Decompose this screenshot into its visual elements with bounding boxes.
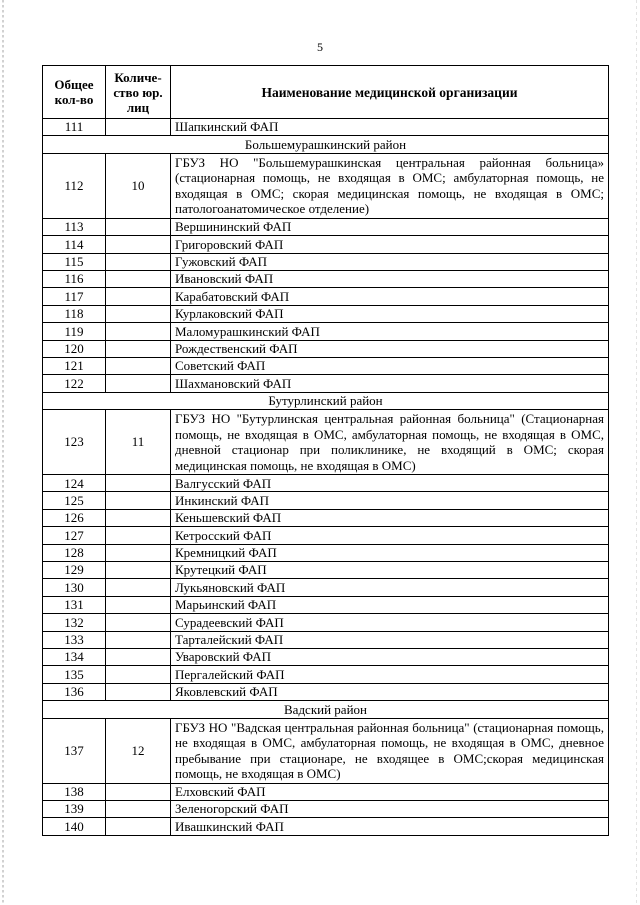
row-entity-count: 10: [106, 153, 171, 218]
organization-name: Ивашкинский ФАП: [171, 818, 609, 835]
row-number: 120: [43, 340, 106, 357]
row-entity-count: [106, 614, 171, 631]
organization-name: Шахмановский ФАП: [171, 375, 609, 392]
organization-name: Кремницкий ФАП: [171, 544, 609, 561]
header-count: Количе-ство юр. лиц: [106, 66, 171, 119]
header-name: Наименование медицинской организации: [171, 66, 609, 119]
row-entity-count: [106, 596, 171, 613]
row-entity-count: [106, 253, 171, 270]
organization-name: Советский ФАП: [171, 357, 609, 374]
organization-name: Уваровский ФАП: [171, 648, 609, 665]
organization-name: Карабатовский ФАП: [171, 288, 609, 305]
organization-name: Лукьяновский ФАП: [171, 579, 609, 596]
row-entity-count: [106, 475, 171, 492]
table-row: [43, 236, 609, 253]
row-number: 128: [43, 544, 106, 561]
district-name: Бутурлинский район: [43, 392, 609, 409]
table-row: [43, 718, 609, 783]
table-row: [43, 410, 609, 475]
table-row: [43, 375, 609, 392]
organization-name: Шапкинский ФАП: [171, 119, 609, 136]
row-number: 116: [43, 270, 106, 287]
organization-name: Григоровский ФАП: [171, 236, 609, 253]
row-number: 123: [43, 410, 106, 475]
row-entity-count: 11: [106, 410, 171, 475]
district-name: Вадский район: [43, 701, 609, 718]
table-row: [43, 631, 609, 648]
row-number: 139: [43, 800, 106, 817]
row-number: 126: [43, 509, 106, 526]
row-entity-count: [106, 236, 171, 253]
row-number: 111: [43, 119, 106, 136]
row-number: 113: [43, 218, 106, 235]
row-entity-count: [106, 562, 171, 579]
district-row: [43, 392, 609, 409]
row-number: 136: [43, 683, 106, 700]
row-entity-count: [106, 631, 171, 648]
header-total: Общее кол-во: [43, 66, 106, 119]
row-number: 132: [43, 614, 106, 631]
row-entity-count: [106, 288, 171, 305]
table-row: [43, 288, 609, 305]
organization-name: Инкинский ФАП: [171, 492, 609, 509]
organization-name: Рождественский ФАП: [171, 340, 609, 357]
row-entity-count: [106, 119, 171, 136]
row-entity-count: [106, 683, 171, 700]
district-row: [43, 701, 609, 718]
row-number: 115: [43, 253, 106, 270]
organization-name: Курлаковский ФАП: [171, 305, 609, 322]
organization-name: Елховский ФАП: [171, 783, 609, 800]
district-row: [43, 136, 609, 153]
organization-name: Гужовский ФАП: [171, 253, 609, 270]
row-number: 122: [43, 375, 106, 392]
table-row: [43, 218, 609, 235]
table-row: [43, 818, 609, 835]
row-entity-count: [106, 666, 171, 683]
row-entity-count: [106, 340, 171, 357]
table-row: [43, 119, 609, 136]
scan-edge-right: [636, 0, 637, 905]
row-number: 131: [43, 596, 106, 613]
row-number: 127: [43, 527, 106, 544]
table-header: [43, 66, 609, 119]
row-entity-count: [106, 800, 171, 817]
row-number: 125: [43, 492, 106, 509]
row-entity-count: [106, 323, 171, 340]
row-entity-count: [106, 375, 171, 392]
row-number: 134: [43, 648, 106, 665]
organization-name: Тарталейский ФАП: [171, 631, 609, 648]
table-row: [43, 683, 609, 700]
organization-name: Ивановский ФАП: [171, 270, 609, 287]
row-number: 137: [43, 718, 106, 783]
row-entity-count: [106, 509, 171, 526]
row-entity-count: [106, 357, 171, 374]
table-row: [43, 153, 609, 218]
organization-name: Зеленогорский ФАП: [171, 800, 609, 817]
organization-name: Сурадеевский ФАП: [171, 614, 609, 631]
table-row: [43, 800, 609, 817]
table-row: [43, 614, 609, 631]
row-entity-count: [106, 818, 171, 835]
table-row: [43, 340, 609, 357]
table-row: [43, 544, 609, 561]
row-number: 140: [43, 818, 106, 835]
row-entity-count: [106, 270, 171, 287]
row-number: 118: [43, 305, 106, 322]
organization-name: Маломурашкинский ФАП: [171, 323, 609, 340]
organization-name: ГБУЗ НО "Вадская центральная районная больница" (стационарная помощь, не входящая в ОМС, амбулаторная помощь, не входящая в ОМС, дневное пребывание при стационаре, не входящее в ОМС;скорая медицинская помощь, не входящая в ОМС): [171, 718, 609, 783]
row-number: 112: [43, 153, 106, 218]
row-entity-count: [106, 648, 171, 665]
table-row: [43, 579, 609, 596]
row-entity-count: [106, 492, 171, 509]
row-entity-count: 12: [106, 718, 171, 783]
organization-name: Валгусский ФАП: [171, 475, 609, 492]
row-number: 129: [43, 562, 106, 579]
row-number: 121: [43, 357, 106, 374]
row-number: 117: [43, 288, 106, 305]
row-number: 138: [43, 783, 106, 800]
organization-name: Кетросский ФАП: [171, 527, 609, 544]
row-entity-count: [106, 783, 171, 800]
table-row: [43, 527, 609, 544]
row-number: 114: [43, 236, 106, 253]
row-entity-count: [106, 305, 171, 322]
organization-name: ГБУЗ НО "Бутурлинская центральная районная больница" (Стационарная помощь, не входящая в ОМС, амбулаторная помощь, не входящая в ОМС, дневной стационар при поликлинике, не входящий в ОМС; скорая медицинская помощь, не входящая в ОМС): [171, 410, 609, 475]
row-number: 133: [43, 631, 106, 648]
table-row: [43, 509, 609, 526]
table-row: [43, 475, 609, 492]
row-number: 119: [43, 323, 106, 340]
organization-name: Пергалейский ФАП: [171, 666, 609, 683]
table-row: [43, 253, 609, 270]
table-row: [43, 323, 609, 340]
row-entity-count: [106, 544, 171, 561]
scan-edge-left: [2, 0, 4, 905]
page-number: 5: [317, 40, 323, 54]
row-entity-count: [106, 527, 171, 544]
table-row: [43, 270, 609, 287]
organization-name: Яковлевский ФАП: [171, 683, 609, 700]
table-row: [43, 305, 609, 322]
table-row: [43, 596, 609, 613]
table-row: [43, 357, 609, 374]
organization-name: Вершининский ФАП: [171, 218, 609, 235]
table-row: [43, 666, 609, 683]
organization-name: Марьинский ФАП: [171, 596, 609, 613]
row-number: 130: [43, 579, 106, 596]
organization-name: Кеньшевский ФАП: [171, 509, 609, 526]
row-number: 124: [43, 475, 106, 492]
organization-name: Крутецкий ФАП: [171, 562, 609, 579]
table-body: [43, 119, 609, 836]
row-entity-count: [106, 218, 171, 235]
organization-name: ГБУЗ НО "Большемурашкинская центральная районная больница» (стационарная помощь, не входящая в ОМС; амбулаторная помощь, не входящая в ОМС; скорая медицинская помощь, не входящая в ОМС; патологоанатомическое отделение): [171, 153, 609, 218]
table-row: [43, 648, 609, 665]
table-row: [43, 492, 609, 509]
district-name: Большемурашкинский район: [43, 136, 609, 153]
row-entity-count: [106, 579, 171, 596]
row-number: 135: [43, 666, 106, 683]
medical-organizations-table: [42, 65, 609, 836]
table-row: [43, 783, 609, 800]
table-row: [43, 562, 609, 579]
